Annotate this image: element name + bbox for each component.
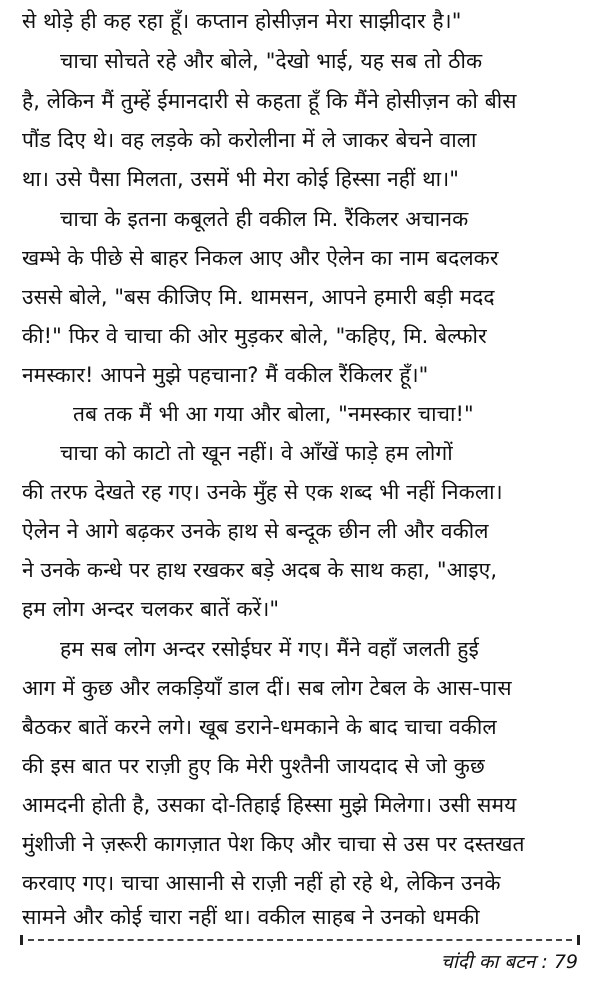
text-line: मुंशीजी ने ज़रूरी कागज़ात पेश किए और चाचा से उस पर दस्तखत xyxy=(22,832,525,856)
divider-endcap xyxy=(20,935,23,945)
text-line: था। उसे पैसा मिलता, उसमें भी मेरा कोई हिस्सा नहीं था।" xyxy=(22,167,460,191)
text-line: आग में कुछ और लकड़ियाँ डाल दीं। सब लोग टेबल के आस-पास xyxy=(22,676,512,700)
text-line: सामने और कोई चारा नहीं था। वकील साहब ने उनको धमकी xyxy=(22,905,480,929)
divider-endcap xyxy=(577,935,580,945)
text-line: नमस्कार! आपने मुझे पहचाना? मैं वकील रैंकिलर हूँ।" xyxy=(22,363,429,387)
running-footer: चांदी का बटन : 79 xyxy=(440,951,578,973)
text-line: चाचा सोचते रहे और बोले, "देखो भाई, यह सब तो ठीक xyxy=(60,49,483,73)
text-line: की इस बात पर राज़ी हुए कि मेरी पुश्तैनी जायदाद से जो कुछ xyxy=(22,754,485,778)
text-line: की!" फिर वे चाचा की ओर मुड़कर बोले, "कहिए, मि. बेल्फोर xyxy=(22,324,487,348)
text-line: से थोड़े ही कह रहा हूँ। कप्तान होसीज़न मेरा साझीदार है।" xyxy=(22,9,462,33)
text-line: आमदनी होती है, उसका दो-तिहाई हिस्सा मुझे मिलेगा। उसी समय xyxy=(22,793,517,817)
text-line: ने उनके कन्धे पर हाथ रखकर बड़े अदब के साथ कहा, "आइए, xyxy=(22,558,498,582)
divider-line xyxy=(28,939,572,941)
text-line: करवाए गए। चाचा आसानी से राज़ी नहीं हो रहे थे, लेकिन उनके xyxy=(22,871,501,895)
text-line: की तरफ देखते रह गए। उनके मुँह से एक शब्द भी नहीं निकला। xyxy=(22,480,503,504)
text-line: उससे बोले, "बस कीजिए मि. थामसन, आपने हमारी बड़ी मदद xyxy=(22,285,495,309)
text-line: बैठकर बातें करने लगे। खूब डराने-धमकाने के बाद चाचा वकील xyxy=(22,715,497,739)
text-line: चाचा को काटो तो खून नहीं। वे आँखें फाड़े हम लोगों xyxy=(60,441,453,465)
text-line: हम लोग अन्दर चलकर बातें करें।" xyxy=(22,597,280,621)
text-line: है, लेकिन मैं तुम्हें ईमानदारी से कहता हूँ कि मैंने होसीज़न को बीस xyxy=(22,89,517,113)
text-line: ऐलेन ने आगे बढ़कर उनके हाथ से बन्दूक छीन ली और वकील xyxy=(22,519,489,543)
text-line: हम सब लोग अन्दर रसोईघर में गए। मैंने वहाँ जलती हुई xyxy=(60,637,479,661)
text-line: तब तक मैं भी आ गया और बोला, "नमस्कार चाचा!" xyxy=(73,402,474,426)
text-line: पौंड दिए थे। वह लड़के को करोलीना में ले जाकर बेचने वाला xyxy=(22,128,477,152)
text-line: चाचा के इतना कबूलते ही वकील मि. रैंकिलर अचानक xyxy=(60,207,469,231)
text-line: खम्भे के पीछे से बाहर निकल आए और ऐलेन का नाम बदलकर xyxy=(22,246,499,270)
footer-divider xyxy=(20,935,580,945)
